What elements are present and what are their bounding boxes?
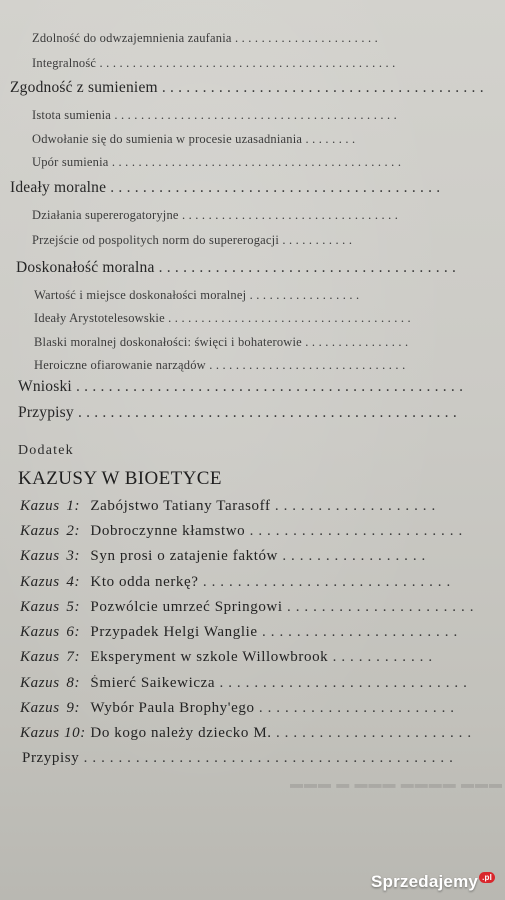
watermark-suffix: .pl xyxy=(479,872,495,883)
toc-entry xyxy=(34,358,505,373)
toc-entry xyxy=(32,132,505,147)
leader-dots: . . . . . . . . . . . . . . . . . . . . . . . . . . . . . . . . . . . . . . . . . . . . xyxy=(111,155,402,169)
case-word: Kazus xyxy=(20,599,60,615)
case-word: Kazus xyxy=(20,498,60,514)
leader-dots: . . . . . . . . . . . . . . . . . . . . . . . . . . . . . . . . . . . . . xyxy=(158,259,457,276)
toc-entry xyxy=(32,233,505,248)
toc-entry xyxy=(18,404,505,422)
toc-entry xyxy=(34,335,505,350)
toc-entry xyxy=(34,311,505,326)
toc-entry-title: Zgodność z sumieniem xyxy=(10,79,158,96)
appendix-label: Dodatek xyxy=(18,443,74,458)
toc-entry-title: Ideały Arystotelesowskie xyxy=(34,311,165,325)
case-title: Śmierć Saikewicza xyxy=(90,675,216,691)
toc-entry-title: Przypisy xyxy=(18,404,74,421)
case-word: Kazus xyxy=(20,675,60,691)
case-title: Do kogo należy dziecko M. xyxy=(90,725,272,741)
case-number: 1: xyxy=(66,498,81,514)
toc-entry xyxy=(10,179,505,197)
case-entry xyxy=(20,523,505,540)
toc-entry-title: Istota sumienia xyxy=(32,108,112,122)
leader-dots: . . . . . . . . . . . . . . . . . . . . . . . . . . . . . xyxy=(219,675,468,691)
case-entry xyxy=(20,624,505,641)
case-number: 5: xyxy=(66,599,81,615)
toc-entry-title: Zdolność do odwzajemnienia zaufania xyxy=(32,31,232,45)
case-number: 7: xyxy=(66,649,81,665)
case-number: 9: xyxy=(66,700,81,716)
case-title: Kto odda nerkę? xyxy=(90,574,199,590)
toc-entry xyxy=(32,208,505,223)
case-entry xyxy=(20,498,505,515)
case-word: Kazus xyxy=(20,624,60,640)
appendix-title: KAZUSY W BIOETYCE xyxy=(18,468,222,489)
leader-dots: . . . . . . . . . . . . . . . . . . . . . . . . . . . . . . . . . . . . . . . . . . . . . . . xyxy=(77,404,457,421)
leader-dots: . . . . . . . . . . . . . . . . . . . . . . . . . . . . . xyxy=(202,574,451,590)
toc-entry xyxy=(32,31,505,46)
leader-dots: . . . . . . . . . . . . . . . . . . . . . . xyxy=(287,599,475,615)
case-entry xyxy=(20,700,505,717)
watermark-logo xyxy=(371,872,495,892)
leader-dots: . . . . . . . . . . . . . . . . . . . . . . . . . . . . . . . . . xyxy=(181,208,399,222)
case-number: 4: xyxy=(66,574,81,590)
case-entry xyxy=(20,649,505,666)
case-number: 8: xyxy=(66,675,81,691)
leader-dots: . . . . . . . . . . . . . . . . . xyxy=(282,548,426,564)
leader-dots: . . . . . . . . . . . . . . . . . . . . . . . . . xyxy=(249,523,463,539)
case-entry xyxy=(20,599,505,616)
case-title: Pozwólcie umrzeć Springowi xyxy=(90,599,283,615)
show-through-texture: ▬▬▬ ▬ ▬▬▬ ▬▬▬▬ ▬▬▬ xyxy=(290,781,503,796)
leader-dots: . . . . . . . . . . . . . . . . . . . . . . . xyxy=(275,725,472,741)
toc-entry xyxy=(32,108,505,123)
leader-dots: . . . . . . . . . . . . . . . . . . . . . . . . . . . . . . . . . . . . . . . . . . . . . xyxy=(99,56,396,70)
case-word: Kazus xyxy=(20,649,60,665)
toc-entry-title: Ideały moralne xyxy=(10,179,107,196)
toc-entry-title: Integralność xyxy=(32,56,97,70)
leader-dots: . . . . . . . . . . . . . . . . xyxy=(305,335,409,349)
leader-dots: . . . . . . . . . . . . . . . . . . . . . . . . . . . . . . xyxy=(209,358,406,372)
leader-dots: . . . . . . . . . . . . . . . . . . . xyxy=(274,498,436,514)
appendix-footnotes xyxy=(22,750,505,767)
toc-entry-title: Heroiczne ofiarowanie narządów xyxy=(34,358,206,372)
case-word: Kazus xyxy=(20,548,60,564)
toc-entry-title: Upór sumienia xyxy=(32,155,109,169)
leader-dots: . . . . . . . . . . . . . . . . . . . . . . . . . . . . . . . . . . . . . . . . . . . . . . . . xyxy=(76,378,464,395)
toc-entry-title: Odwołanie się do sumienia w procesie uzasadniania xyxy=(32,132,303,146)
case-entry xyxy=(20,675,505,692)
leader-dots: . . . . . . . . . . . . . . . . . xyxy=(249,288,360,302)
case-title: Syn prosi o zatajenie faktów xyxy=(90,548,278,564)
leader-dots: . . . . . . . . . . . . . . . . . . . . . . . xyxy=(258,700,455,716)
case-number: 10: xyxy=(64,725,86,741)
case-title: Przypadek Helgi Wanglie xyxy=(90,624,258,640)
case-entry xyxy=(20,548,505,565)
toc-entry-title: Blaski moralnej doskonałości: święci i bohaterowie xyxy=(34,335,302,349)
case-number: 3: xyxy=(66,548,81,564)
leader-dots: . . . . . . . . . . . . xyxy=(332,649,433,665)
toc-entry-title: Wnioski xyxy=(18,378,72,395)
leader-dots: . . . . . . . . . . . . . . . . . . . . . . . . . . . . . . . . . . . . . xyxy=(168,311,411,325)
toc-entry xyxy=(32,155,505,170)
case-number: 6: xyxy=(66,624,81,640)
leader-dots: . . . . . . . . . . . . . . . . . . . . . . . xyxy=(262,624,458,640)
leader-dots: . . . . . . . . xyxy=(305,132,356,146)
leader-dots: . . . . . . . . . . . . . . . . . . . . . . . . . . . . . . . . . . . . . . . . xyxy=(161,79,484,96)
leader-dots: . . . . . . . . . . . . . . . . . . . . . . . . . . . . . . . . . . . . . . . . . . . xyxy=(114,108,397,122)
watermark-text: Sprzedajemy xyxy=(370,872,479,891)
toc-entry xyxy=(34,288,505,303)
case-title: Wybór Paula Brophy'ego xyxy=(90,700,255,716)
case-word: Kazus xyxy=(20,700,60,716)
case-title: Eksperyment w szkole Willowbrook xyxy=(90,649,329,665)
case-word: Kazus xyxy=(20,523,60,539)
toc-entry xyxy=(18,378,505,396)
leader-dots: . . . . . . . . . . . . . . . . . . . . . . xyxy=(234,31,378,45)
toc-entry xyxy=(32,56,505,71)
toc-entry xyxy=(16,259,505,277)
toc-entry-title: Wartość i miejsce doskonałości moralnej xyxy=(34,288,247,302)
toc-entry-title: Doskonałość moralna xyxy=(16,259,155,276)
case-word: Kazus xyxy=(20,574,60,590)
leader-dots: . . . . . . . . . . . xyxy=(282,233,353,247)
toc-entry xyxy=(10,79,505,97)
case-title: Zabójstwo Tatiany Tarasoff xyxy=(90,498,271,514)
case-word: Kazus xyxy=(20,725,60,741)
case-entry xyxy=(20,725,505,742)
case-number: 2: xyxy=(66,523,81,539)
leader-dots: . . . . . . . . . . . . . . . . . . . . . . . . . . . . . . . . . . . . . . . . . xyxy=(110,179,441,196)
case-entry xyxy=(20,574,505,591)
toc-entry-title: Przejście od pospolitych norm do supererogacji xyxy=(32,233,279,247)
leader-dots: . . . . . . . . . . . . . . . . . . . . . . . . . . . . . . . . . . . . . . . . . . . xyxy=(83,750,454,766)
footnotes-title: Przypisy xyxy=(22,750,80,766)
case-title: Dobroczynne kłamstwo xyxy=(90,523,246,539)
toc-entry-title: Działania supererogatoryjne xyxy=(32,208,179,222)
